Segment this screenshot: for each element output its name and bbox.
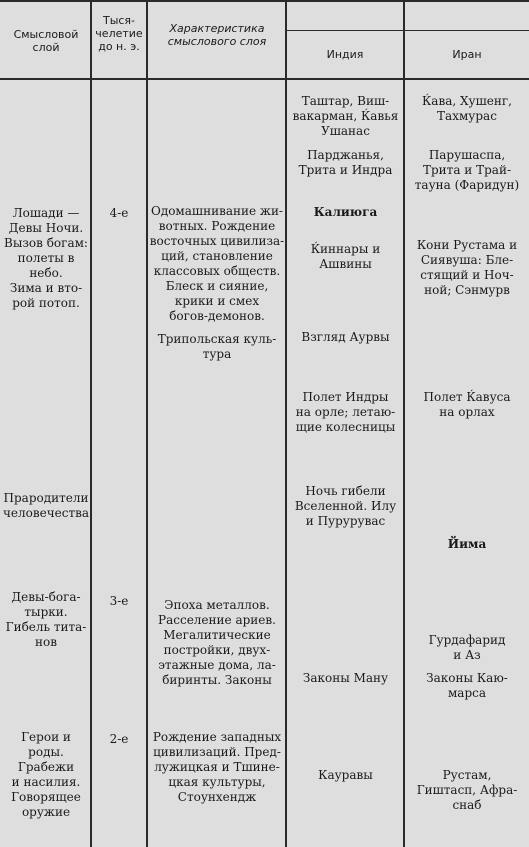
layer-horses: Лошади — Девы Ночи. Вызов богам: полеты в небо. Зима и вто- рой потоп. bbox=[4, 206, 88, 310]
iran-kavus-flight: Полет Ќавуса на орлах bbox=[423, 390, 511, 419]
header-iran: Иран bbox=[452, 48, 482, 61]
india-aurva: Взгляд Аурвы bbox=[301, 330, 390, 344]
millennium-3: 3-е bbox=[109, 594, 129, 608]
header-layer: Смысловой слой bbox=[13, 28, 79, 54]
india-night: Ночь гибели Вселенной. Илу и Пурурувас bbox=[294, 484, 397, 528]
iran-yima: Йима bbox=[447, 537, 487, 551]
millennium-2: 2-е bbox=[109, 732, 129, 746]
millennium-4: 4-е bbox=[109, 206, 129, 220]
header-divider bbox=[0, 78, 529, 80]
layer-ancestors: Прародители человечества bbox=[2, 491, 90, 520]
header-subdivider bbox=[287, 30, 529, 31]
india-kauravas: Кауравы bbox=[318, 768, 373, 782]
top-border bbox=[0, 0, 529, 2]
iran-kava: Ќава, Хушенг, Тахмурас bbox=[422, 94, 512, 123]
header-india: Индия bbox=[326, 48, 364, 61]
iran-rustam: Рустам, Гиштасп, Афра- снаб bbox=[416, 768, 518, 812]
iran-parushaspa: Парушаспа, Трита и Трай- тауна (Фаридун) bbox=[414, 148, 520, 192]
iran-kayumars: Законы Каю- марса bbox=[426, 671, 508, 700]
layer-maidens: Девы-бога- тырки. Гибель тита- нов bbox=[5, 590, 87, 649]
characteristic-metals: Эпоха металлов. Расселение ариев. Мегалитические постройки, двух- этажные дома, ла- биринты. Законы bbox=[158, 598, 276, 687]
characteristic-domestication: Одомашнивание жи- вотных. Рождение восточных цивилиза- ций, становление классовых обществ. Блеск и сияние, крики и смех богов-демонов. bbox=[149, 204, 285, 323]
iran-gurdafarid: Гурдафарид и Аз bbox=[428, 633, 506, 662]
india-parjanya: Парджанья, Трита и Индра bbox=[298, 148, 393, 177]
layer-heroes: Герои и роды. Грабежи и насилия. Говорящее оружие bbox=[11, 730, 81, 819]
header-millennium: Тыся- челетие до н. э. bbox=[95, 14, 143, 53]
india-indra-flight: Полет Индры на орле; летаю- щие колесницы bbox=[295, 390, 396, 434]
india-tashtar: Таштар, Виш- вакарман, Ќавья Ушанас bbox=[292, 94, 399, 138]
characteristic-tripolye: Трипольская куль- тура bbox=[157, 332, 277, 361]
india-kinnaras: Ќиннары и Ашвины bbox=[310, 242, 381, 271]
column-divider-1 bbox=[90, 0, 92, 847]
characteristic-west: Рождение западных цивилизаций. Пред- лужицкая и Тшине- цкая культуры, Стоунхендж bbox=[152, 730, 282, 804]
column-divider-3 bbox=[285, 0, 287, 847]
header-characteristic: Характеристика смыслового слоя bbox=[167, 22, 267, 48]
column-divider-2 bbox=[146, 0, 148, 847]
india-kaliyuga: Калиюга bbox=[313, 205, 378, 219]
column-divider-4 bbox=[403, 0, 405, 847]
iran-rustam-horses: Кони Рустама и Сиявуша: Бле- стящий и Ноч- ной; Сэнмурв bbox=[416, 238, 518, 297]
india-manu: Законы Ману bbox=[302, 671, 389, 685]
